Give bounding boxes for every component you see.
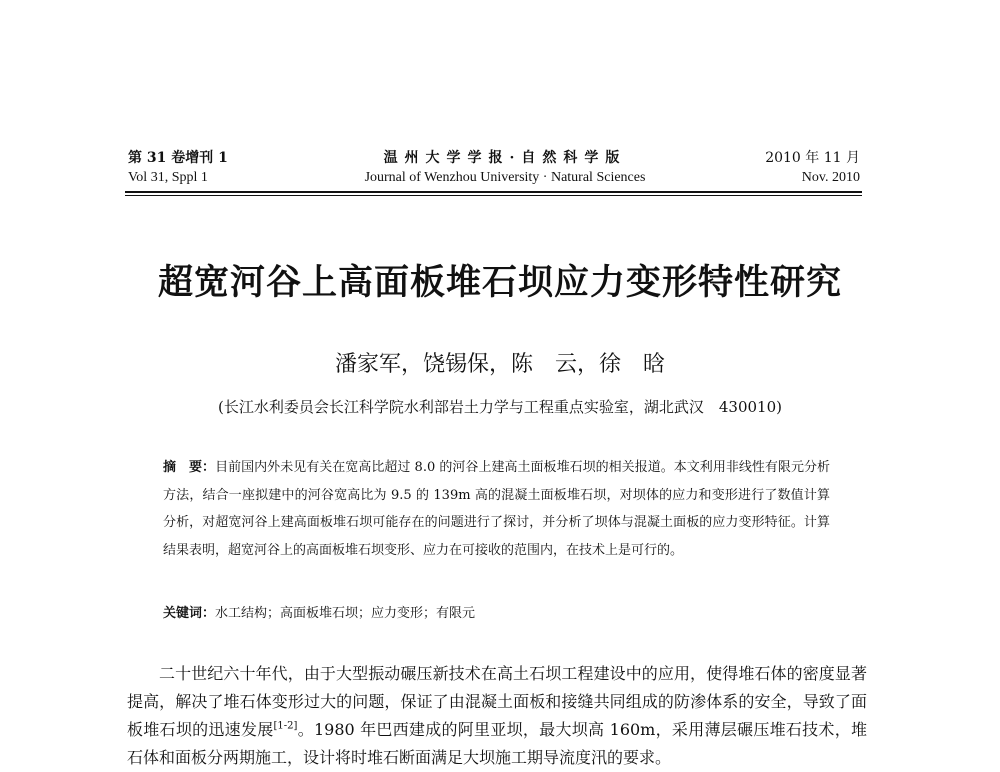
header-volume-cn: 第 31 卷增刊 1 bbox=[128, 150, 228, 166]
header-rule-thick bbox=[125, 191, 862, 193]
keywords-text: 水工结构；高面板堆石坝；应力变形；有限元 bbox=[215, 606, 476, 621]
header-journal-cn: 温州大学学报·自然科学版 bbox=[383, 150, 627, 166]
abstract-label: 摘 要： bbox=[163, 460, 216, 475]
header-rule-thin bbox=[125, 195, 862, 196]
abstract-text: 目前国内外未见有关在宽高比超过 8.0 的河谷上建高土面板堆石坝的相关报道。本文利用非线性有限元分析方法，结合一座拟建中的河谷宽高比为 9.5 的 139m 高的混凝土面板堆石坝，对坝体的应力和变形进行了数值计算分析，对超宽河谷上建高面板堆石坝可能存在的问题进行了探讨，并分析了坝体与混凝土面板的应力变形特征。计算结果表明，超宽河谷上的高面板堆石坝变形、应力在可接收的范围内，在技术上是可行的。 bbox=[163, 460, 830, 558]
paper-title: 超宽河谷上高面板堆石坝应力变形特性研究 bbox=[157, 263, 842, 303]
header-journal bbox=[340, 149, 670, 187]
header-journal-en: Journal of Wenzhou University · Natural Sciences bbox=[364, 170, 646, 185]
header-date-cn: 2010 年 11 月 bbox=[765, 150, 860, 166]
header-date bbox=[765, 149, 860, 187]
header-volume-en: Vol 31, Sppl 1 bbox=[128, 170, 208, 185]
citation: [1-2] bbox=[273, 720, 298, 732]
keywords-block bbox=[163, 603, 830, 625]
paper-affiliation: (长江水利委员会长江科学院水利部岩土力学与工程重点实验室，湖北武汉 430010) bbox=[218, 398, 782, 416]
body-paragraph bbox=[127, 660, 867, 772]
body-text-part1: 二十世纪六十年代，由于大型振动碾压新技术在高土石坝工程建设中的应用，使得堆石体的密度显著提高，解决了堆石体变形过大的问题，保证了由混凝土面板和接缝共同组成的防渗体系的安全，导致了面板堆石坝的迅速发展 bbox=[127, 664, 867, 739]
paper-authors: 潘家军，饶锡保，陈 云，徐 晗 bbox=[334, 352, 665, 377]
header-date-en: Nov. 2010 bbox=[801, 170, 860, 185]
body-text-part2: 。1980 年巴西建成的阿里亚坝，最大坝高 160m，采用薄层碾压堆石技术，堆石体和面板分两期施工，设计将时堆石断面满足大坝施工期导流度汛的要求。 bbox=[127, 720, 867, 767]
keywords-label: 关键词： bbox=[163, 606, 216, 621]
abstract-block bbox=[163, 454, 830, 564]
header-volume bbox=[128, 149, 228, 187]
